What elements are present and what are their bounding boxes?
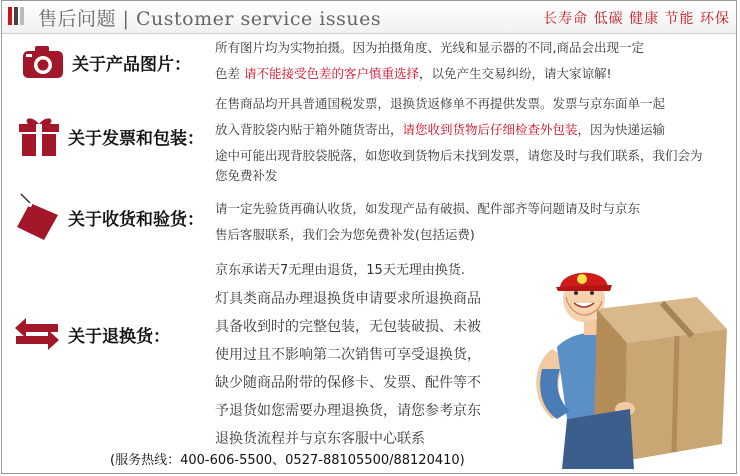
section-label: 关于发票和包装：	[68, 128, 204, 149]
section-receiving-label	[16, 193, 204, 241]
section-label: 关于收货和验货：	[68, 209, 204, 230]
section-product-images-label	[22, 45, 191, 79]
text-line: 退换货流程并与京东客服中心联系	[215, 431, 425, 447]
camera-icon	[22, 45, 64, 79]
section-returns-label	[14, 317, 170, 351]
tag-icon	[16, 193, 60, 241]
text-line	[215, 117, 735, 143]
exchange-arrows-icon	[14, 317, 60, 351]
page-title: 售后问题 | Customer service issues	[38, 8, 382, 30]
text-segment: 放入背胶袋内贴于箱外随货寄出，	[215, 122, 403, 137]
header-bars-decoration	[8, 7, 24, 25]
text-line: 予退货如您需要办理退换货，请您参考京东	[215, 403, 481, 419]
text-line: 请一定先验货再确认收货，如发现产品有破损、配件部齐等问题请及时与京东	[215, 201, 641, 216]
text-segment: 色差	[215, 66, 244, 81]
text-line: 使用过且不影响第二次销售可享受退换货，	[215, 347, 481, 363]
text-line: 所有图片均为实物拍摄。因为拍摄角度、光线和显示器的不同,商品会出现一定	[215, 40, 644, 55]
text-segment: ，以免产生交易纠纷，请大家谅解!	[419, 66, 612, 81]
text-line: 在售商品均开具普通国税发票，退换货返修单不再提供发票。发票与京东面单一起	[215, 96, 666, 111]
section-invoice-packaging-text	[215, 91, 735, 189]
text-line	[215, 61, 735, 87]
service-panel	[1, 0, 737, 474]
header	[2, 1, 737, 34]
text-line: 具备收到时的完整包装，无包装破损、未被	[215, 319, 481, 335]
warning-text: 请不能接受色差的客户慎重选择	[243, 66, 419, 81]
text-line: 缺少随商品附带的保修卡、发票、配件等不	[215, 375, 481, 391]
text-segment: ，因为快递运输	[577, 122, 666, 137]
header-slogan: 长寿命 低碳 健康 节能 环保	[543, 11, 730, 27]
courier-carrying-box-illustration	[522, 269, 734, 469]
service-hotline: (服务热线：400-606-5500、0527-88105500/88120410)	[110, 453, 465, 468]
section-label: 关于产品图片：	[72, 54, 191, 75]
text-line: 京东承诺天7无理由退货，15天无理由换货.	[215, 263, 465, 278]
section-receiving-text	[215, 196, 735, 248]
text-line: 您免费补发	[215, 168, 278, 183]
warning-text: 请您收到货物后仔细检查外包装	[402, 122, 578, 137]
text-line: 灯具类商品办理退换货申请要求所退换商品	[215, 291, 481, 307]
section-returns-text	[215, 257, 527, 453]
section-product-images-text	[215, 35, 735, 87]
text-line: 售后客服联系，我们会为您免费补发(包括运费)	[215, 227, 475, 242]
gift-icon	[18, 115, 60, 157]
text-line: 途中可能出现背胶袋脱落，如您收到货物后未找到发票，请您及时与我们联系，我们会为	[215, 148, 703, 163]
section-label: 关于退换货：	[68, 326, 170, 347]
section-invoice-packaging-label	[18, 115, 204, 157]
